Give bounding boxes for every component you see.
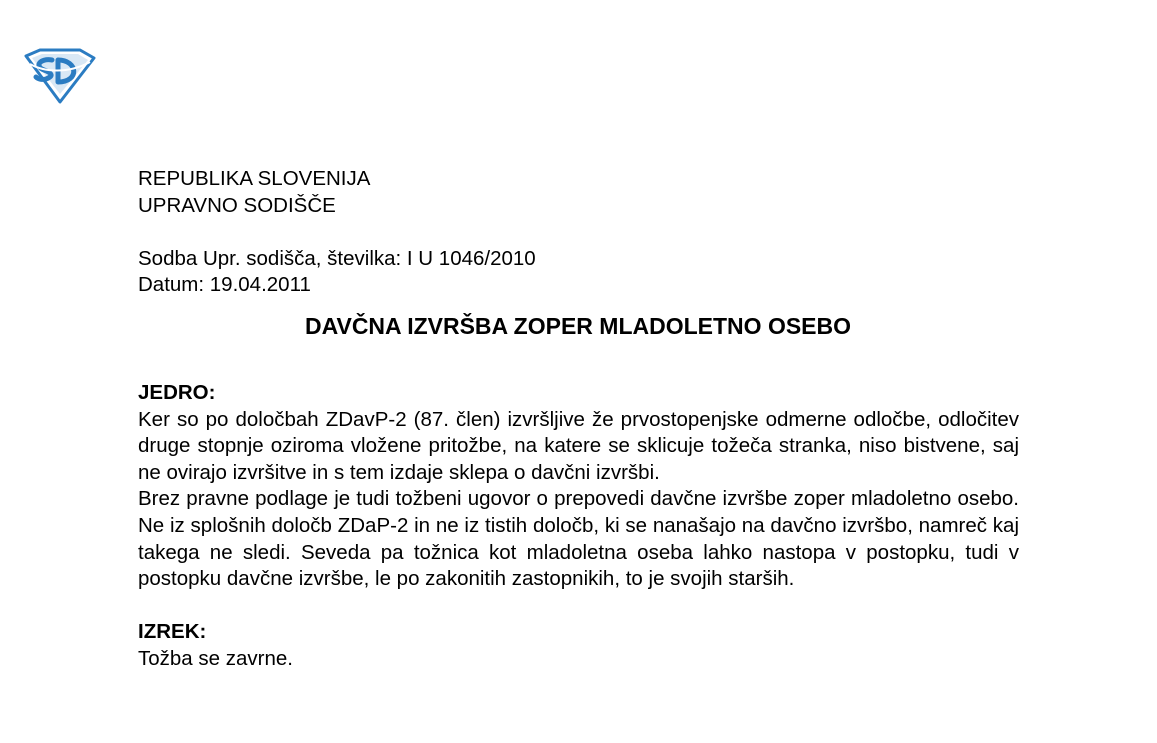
jedro-heading: JEDRO: [138,380,216,404]
izrek-heading: IZREK: [138,620,207,644]
sd-shield-logo-icon [22,48,96,104]
jedro-paragraph-2: Brez pravne podlage je tudi tožbeni ugovor o prepovedi davčne izvršbe zoper mladoletno osebo. Ne iz splošnih določb ZDaP-2 in ne iz tistih določb, ki se nanašajo na davčno izvršbo, namreč kaj takega ne sledi. Seveda pa tožnica kot mladoletna oseba lahko nastopa v postopku, tudi v postopku davčne izvršbe, le po zakonitih zastopnikih, to je svojih starših. [138,487,1019,591]
header-court: UPRAVNO SODIŠČE [138,193,336,217]
case-date: Datum: 19.04.2011 [138,273,311,297]
case-number: Sodba Upr. sodišča, številka: I U 1046/2010 [138,246,536,270]
header-country: REPUBLIKA SLOVENIJA [138,167,371,190]
document-body [138,166,1019,673]
document-title: DAVČNA IZVRŠBA ZOPER MLADOLETNO OSEBO [304,312,852,339]
spacer [138,593,1019,620]
izrek-first-line: Tožba se zavrne. [138,646,293,670]
spacer [138,219,1019,246]
jedro-paragraph-1: Ker so po določbah ZDavP-2 (87. člen) izvršljive že prvostopenjske odmerne odločbe, odločitev druge stopnje oziroma vložene pritožbe, na katere se sklicuje tožeča stranka, niso bistvene, saj ne ovirajo izvršitve in s tem izdaje sklepa o davčni izvršbi. [138,407,1019,484]
spacer [138,340,1019,380]
